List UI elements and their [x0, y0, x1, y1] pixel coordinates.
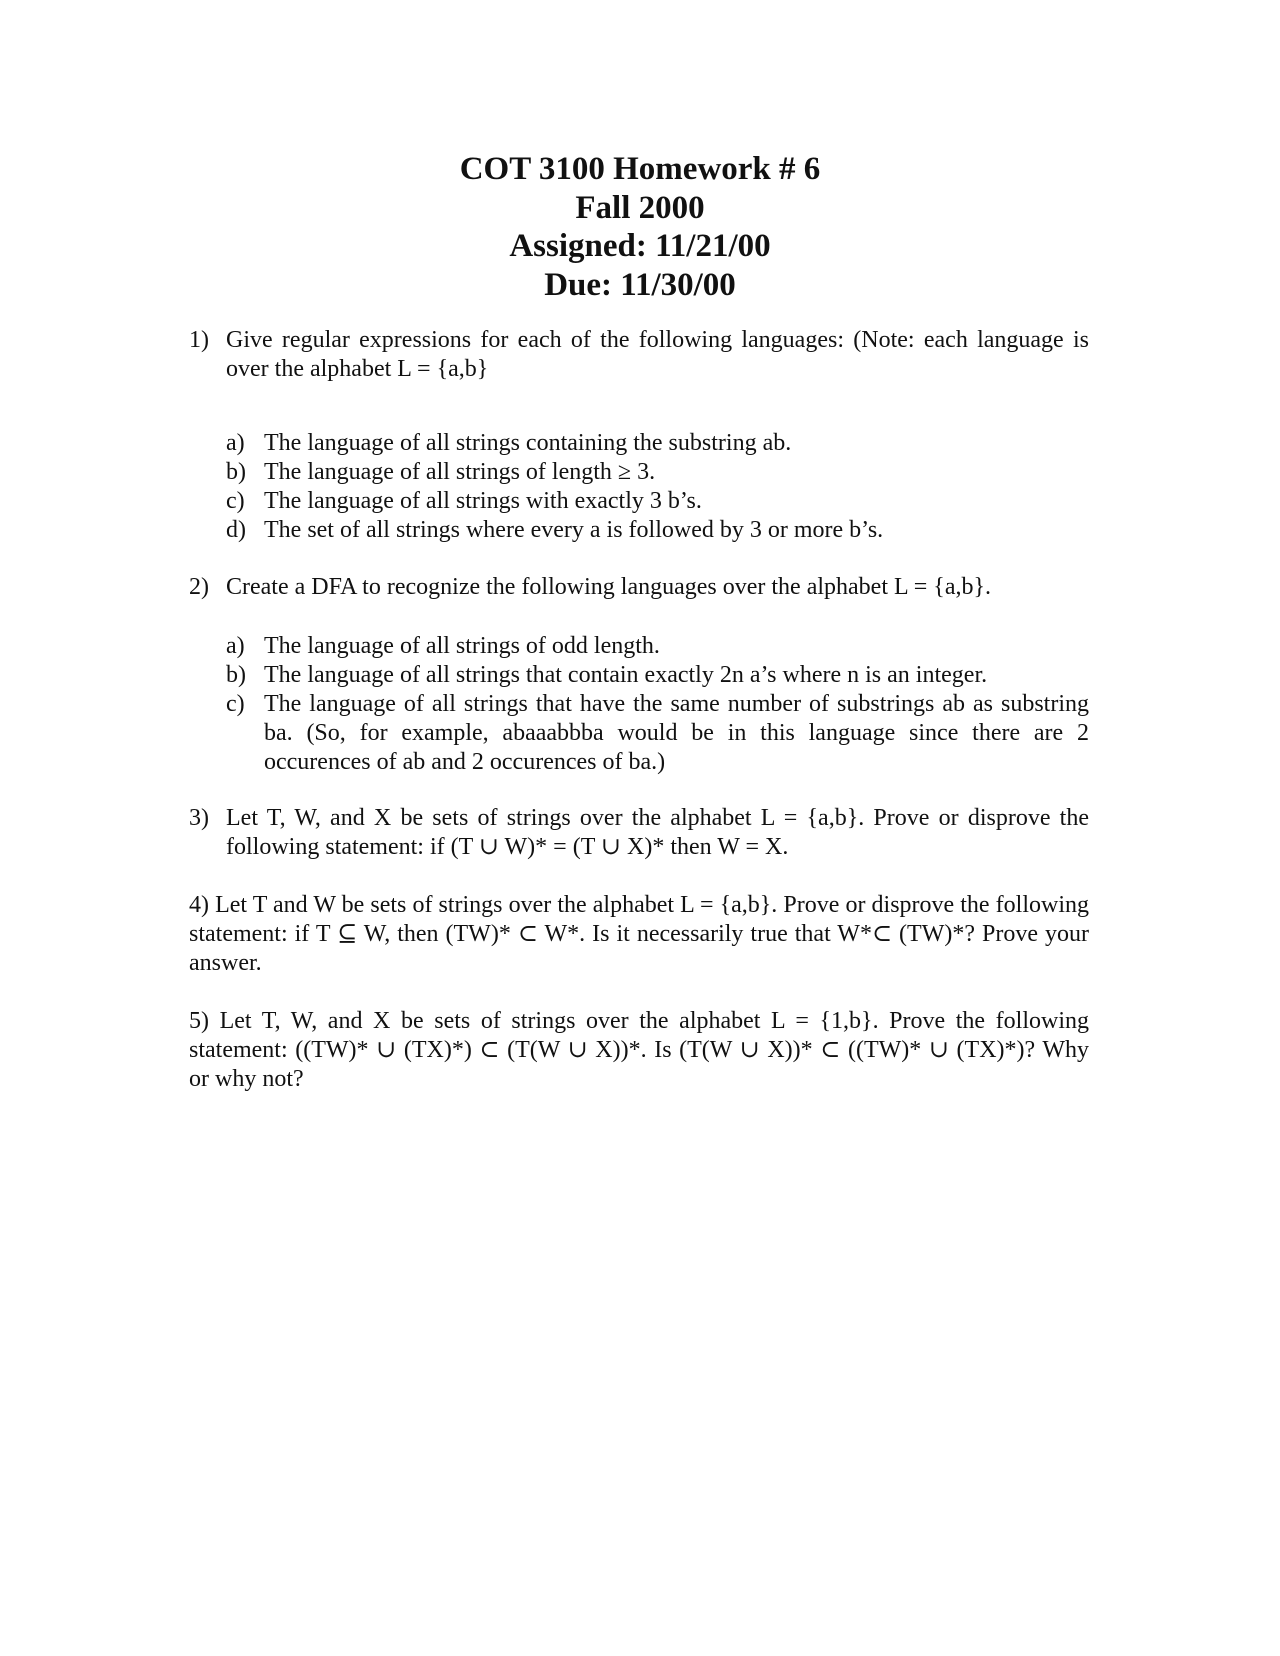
list-item: [226, 458, 1089, 487]
question-text: Let T, W, and X be sets of strings over the alphabet L = {a,b}. Prove or disprove the following statement: if (T ∪ W)* = (T ∪ X)* then W = X.: [226, 805, 1089, 860]
assigned-date: Assigned: 11/21/00: [509, 228, 771, 264]
question-text: Create a DFA to recognize the following languages over the alphabet L = {a,b}.: [226, 574, 991, 600]
question-1: [189, 326, 1089, 384]
item-text: The language of all strings that contain exactly 2n a’s where n is an integer.: [264, 662, 988, 688]
question-5: 5) Let T, W, and X be sets of strings over the alphabet L = {1,b}. Prove the following statement: ((TW)* ∪ (TX)*) ⊂ (T(W ∪ X))*. Is (T(W ∪ X))* ⊂ ((TW)* ∪ (TX)*)? Why or why not?: [189, 1008, 1089, 1092]
item-label: a): [226, 430, 245, 456]
question-number: 3): [189, 805, 209, 831]
item-label: a): [226, 633, 245, 659]
item-label: c): [226, 488, 245, 514]
question-4: 4) Let T and W be sets of strings over the alphabet L = {a,b}. Prove or disprove the following statement: if T ⊆ W, then (TW)* ⊂ W*. Is it necessarily true that W*⊂ (TW)*? Prove your answer.: [189, 892, 1089, 976]
list-item: [226, 690, 1089, 777]
item-label: d): [226, 517, 246, 543]
question-1-parts: [226, 429, 1089, 545]
item-label: b): [226, 459, 246, 485]
due-date: Due: 11/30/00: [544, 266, 736, 303]
item-text: The language of all strings containing the substring ab.: [264, 430, 792, 456]
question-number: 1): [189, 327, 209, 353]
question-2: [189, 573, 1089, 602]
term-label: Fall 2000: [575, 189, 705, 226]
question-text: Give regular expressions for each of the following languages: (Note: each language is over the alphabet L = {a,b}: [226, 327, 1089, 382]
item-text: The language of all strings of length ≥ 3.: [264, 459, 656, 485]
list-item: [226, 429, 1089, 458]
question-3: [189, 804, 1089, 862]
document-header: [0, 150, 1280, 304]
item-text: The language of all strings that have the same number of substrings ab as substring ba. (So, for example, abaaabbba would be in this language since there are 2 occurences of ab and 2 occurences of ba.): [264, 691, 1089, 775]
item-text: The set of all strings where every a is followed by 3 or more b’s.: [264, 517, 884, 543]
list-item: [226, 661, 1089, 690]
course-title: COT 3100 Homework # 6: [459, 151, 821, 187]
item-label: c): [226, 691, 245, 717]
item-text: The language of all strings with exactly 3 b’s.: [264, 488, 702, 514]
item-text: The language of all strings of odd length.: [264, 633, 660, 659]
list-item: [226, 632, 1089, 661]
list-item: [226, 487, 1089, 516]
question-2-parts: [226, 632, 1089, 777]
item-label: b): [226, 662, 246, 688]
question-number: 2): [189, 574, 209, 600]
list-item: [226, 516, 1089, 545]
